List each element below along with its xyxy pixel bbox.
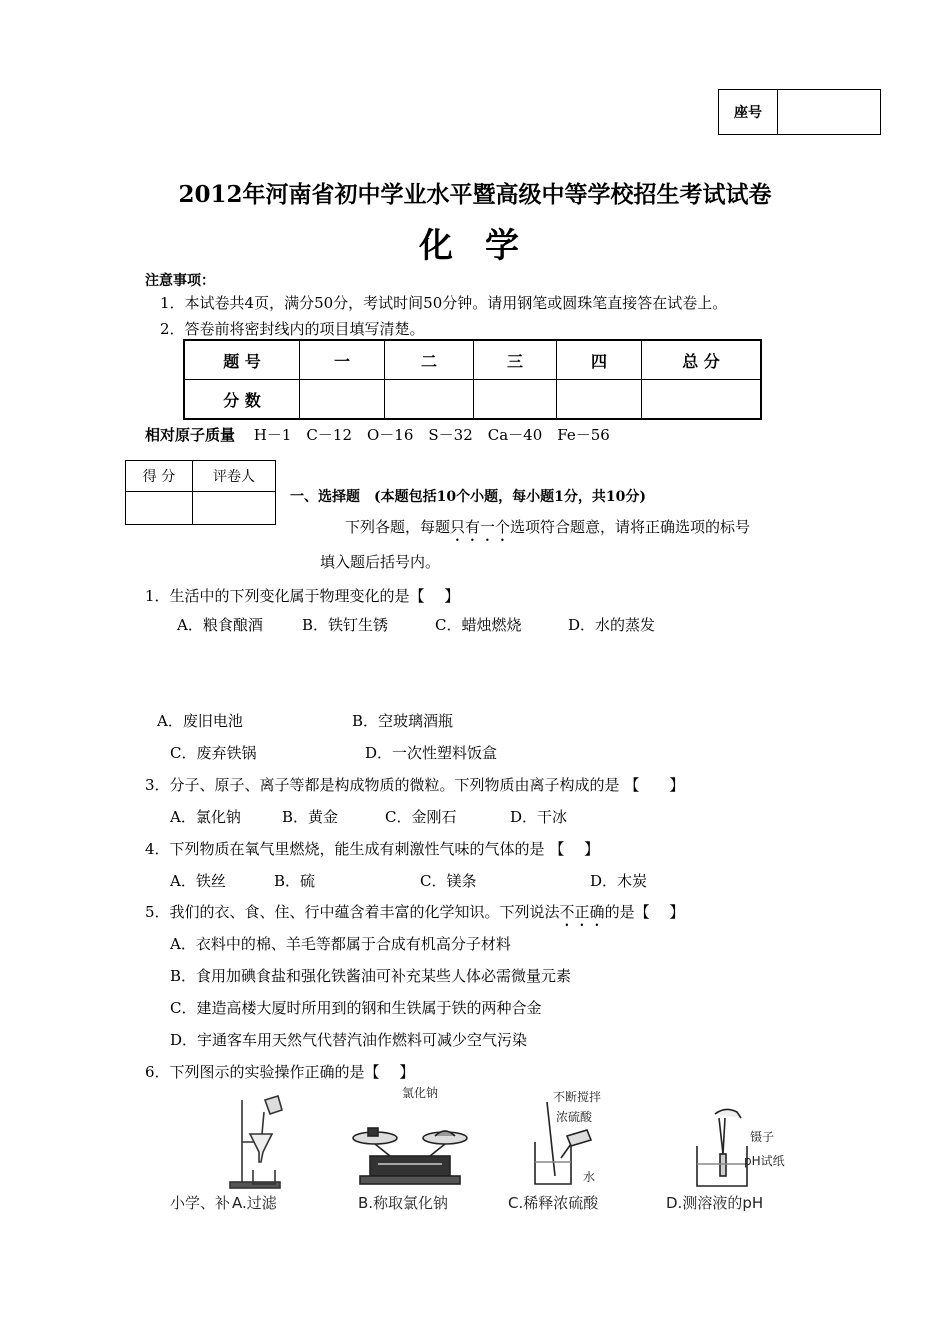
instruction-emphasis: 只有一个 bbox=[450, 518, 511, 536]
q2-option-a[interactable]: A．废旧电池 bbox=[157, 712, 243, 730]
exam-title: 2012年河南省初中学业水平暨高级中等学校招生考试试卷 bbox=[178, 181, 772, 208]
q5-option-c[interactable]: C．建造高楼大厦时所用到的钢和生铁属于铁的两种合金 bbox=[170, 999, 542, 1017]
figure-annotation-ph-paper: pH试纸 bbox=[744, 1154, 785, 1168]
q1-option-b[interactable]: B．铁钉生锈 bbox=[302, 616, 389, 634]
grade-box bbox=[125, 460, 276, 525]
filtration-figure[interactable] bbox=[220, 1092, 290, 1192]
section1-instruction-line2: 填入题后括号内。 bbox=[320, 553, 441, 571]
q6-stray-text: 小学、补 bbox=[170, 1194, 231, 1212]
q5-stem bbox=[145, 901, 684, 930]
q4-option-d[interactable]: D．木炭 bbox=[590, 872, 648, 890]
q5-stem-text: 的是【 】 bbox=[604, 903, 685, 921]
q1-option-a[interactable]: A．粮食酿酒 bbox=[177, 616, 263, 634]
grade-grader-label: 评卷人 bbox=[193, 461, 276, 492]
q4-option-b[interactable]: B．硫 bbox=[274, 872, 316, 890]
notice-item-1: 1．本试卷共4页，满分50分，考试时间50分钟。请用钢笔或圆珠笔直接答在试卷上。 bbox=[160, 294, 728, 312]
q5-option-a[interactable]: A．衣料中的棉、羊毛等都属于合成有机高分子材料 bbox=[170, 935, 511, 953]
q4-option-a[interactable]: A．铁丝 bbox=[170, 872, 226, 890]
instruction-text: 选项符合题意，请将正确选项的标号 bbox=[510, 518, 751, 536]
score-header-cell: 四 bbox=[557, 340, 642, 380]
figure-label-a: A.过滤 bbox=[232, 1194, 277, 1212]
atomic-mass-label: 相对原子质量 bbox=[145, 426, 236, 444]
q1-stem: 1．生活中的下列变化属于物理变化的是【 】 bbox=[145, 587, 460, 605]
score-cell[interactable] bbox=[300, 380, 385, 420]
q5-option-b[interactable]: B．食用加碘食盐和强化铁酱油可补充某些人体必需微量元素 bbox=[170, 967, 572, 985]
q4-stem: 4．下列物质在氧气里燃烧，能生成有刺激性气味的气体的是 【 】 bbox=[145, 840, 600, 858]
instruction-text: 下列各题，每题 bbox=[345, 518, 451, 536]
notice-heading: 注意事项： bbox=[145, 273, 215, 289]
score-cell[interactable] bbox=[385, 380, 474, 420]
atomic-mass-line bbox=[145, 424, 610, 445]
score-cell[interactable] bbox=[557, 380, 642, 420]
score-row-label: 分 数 bbox=[184, 380, 300, 420]
q1-option-c[interactable]: C．蜡烛燃烧 bbox=[435, 616, 522, 634]
q1-option-d[interactable]: D．水的蒸发 bbox=[568, 616, 656, 634]
q5-stem-emphasis: 不正确 bbox=[559, 903, 605, 921]
section1-instruction bbox=[345, 516, 750, 545]
section1-title: 一、选择题 (本题包括10个小题，每小题1分，共10分) bbox=[290, 489, 646, 505]
q3-option-a[interactable]: A．氯化钠 bbox=[170, 808, 241, 826]
figure-annotation-water: 水 bbox=[583, 1170, 596, 1184]
score-header-cell: 总 分 bbox=[642, 340, 762, 380]
grade-score-label: 得 分 bbox=[126, 461, 193, 492]
figure-annotation-acid: 浓硫酸 bbox=[556, 1110, 593, 1124]
seat-label: 座号 bbox=[719, 90, 778, 135]
q3-stem: 3．分子、原子、离子等都是构成物质的微粒。下列物质由离子构成的是 【 】 bbox=[145, 776, 685, 794]
q5-stem-text: 5．我们的衣、食、住、行中蕴含着丰富的化学知识。下列说法 bbox=[145, 903, 560, 921]
q5-option-d[interactable]: D．宇通客车用天然气代替汽油作燃料可减少空气污染 bbox=[170, 1031, 528, 1049]
score-header-cell: 一 bbox=[300, 340, 385, 380]
q2-option-d[interactable]: D．一次性塑料饭盒 bbox=[365, 744, 498, 762]
q4-option-c[interactable]: C．镁条 bbox=[420, 872, 477, 890]
q2-option-b[interactable]: B．空玻璃酒瓶 bbox=[352, 712, 454, 730]
q2-option-c[interactable]: C．废弃铁锅 bbox=[170, 744, 257, 762]
figure-label-c: C.稀释浓硫酸 bbox=[508, 1194, 599, 1212]
figure-annotation-tweezers: 镊子 bbox=[750, 1130, 775, 1144]
score-header-cell: 三 bbox=[474, 340, 557, 380]
q6-figures bbox=[170, 1086, 810, 1222]
score-table bbox=[183, 339, 762, 420]
subject-title: 化学 bbox=[419, 226, 551, 266]
score-cell[interactable] bbox=[642, 380, 762, 420]
q3-option-d[interactable]: D．干冰 bbox=[510, 808, 568, 826]
seat-number-box bbox=[718, 89, 881, 135]
score-table-score-row bbox=[184, 380, 761, 420]
score-table-header-row bbox=[184, 340, 761, 380]
figure-annotation-salt: 氯化钠 bbox=[402, 1086, 439, 1100]
ph-test-figure[interactable] bbox=[685, 1104, 765, 1190]
score-cell[interactable] bbox=[474, 380, 557, 420]
figure-label-d: D.测溶液的pH bbox=[666, 1194, 764, 1212]
balance-figure[interactable] bbox=[350, 1106, 470, 1188]
grade-score-cell[interactable] bbox=[126, 492, 193, 525]
q6-stem: 6．下列图示的实验操作正确的是【 】 bbox=[145, 1063, 415, 1081]
score-header-cell: 二 bbox=[385, 340, 474, 380]
figure-label-b: B.称取氯化钠 bbox=[358, 1194, 449, 1212]
atomic-mass-values: H－1 C－12 O－16 S－32 Ca－40 Fe－56 bbox=[253, 426, 610, 444]
notice-item-2: 2．答卷前将密封线内的项目填写清楚。 bbox=[160, 320, 425, 338]
grade-grader-cell[interactable] bbox=[193, 492, 276, 525]
q3-option-b[interactable]: B．黄金 bbox=[282, 808, 339, 826]
seat-value[interactable] bbox=[778, 90, 881, 135]
q3-option-c[interactable]: C．金刚石 bbox=[385, 808, 457, 826]
figure-annotation-stir: 不断搅拌 bbox=[553, 1090, 602, 1104]
score-header-cell: 题 号 bbox=[184, 340, 300, 380]
